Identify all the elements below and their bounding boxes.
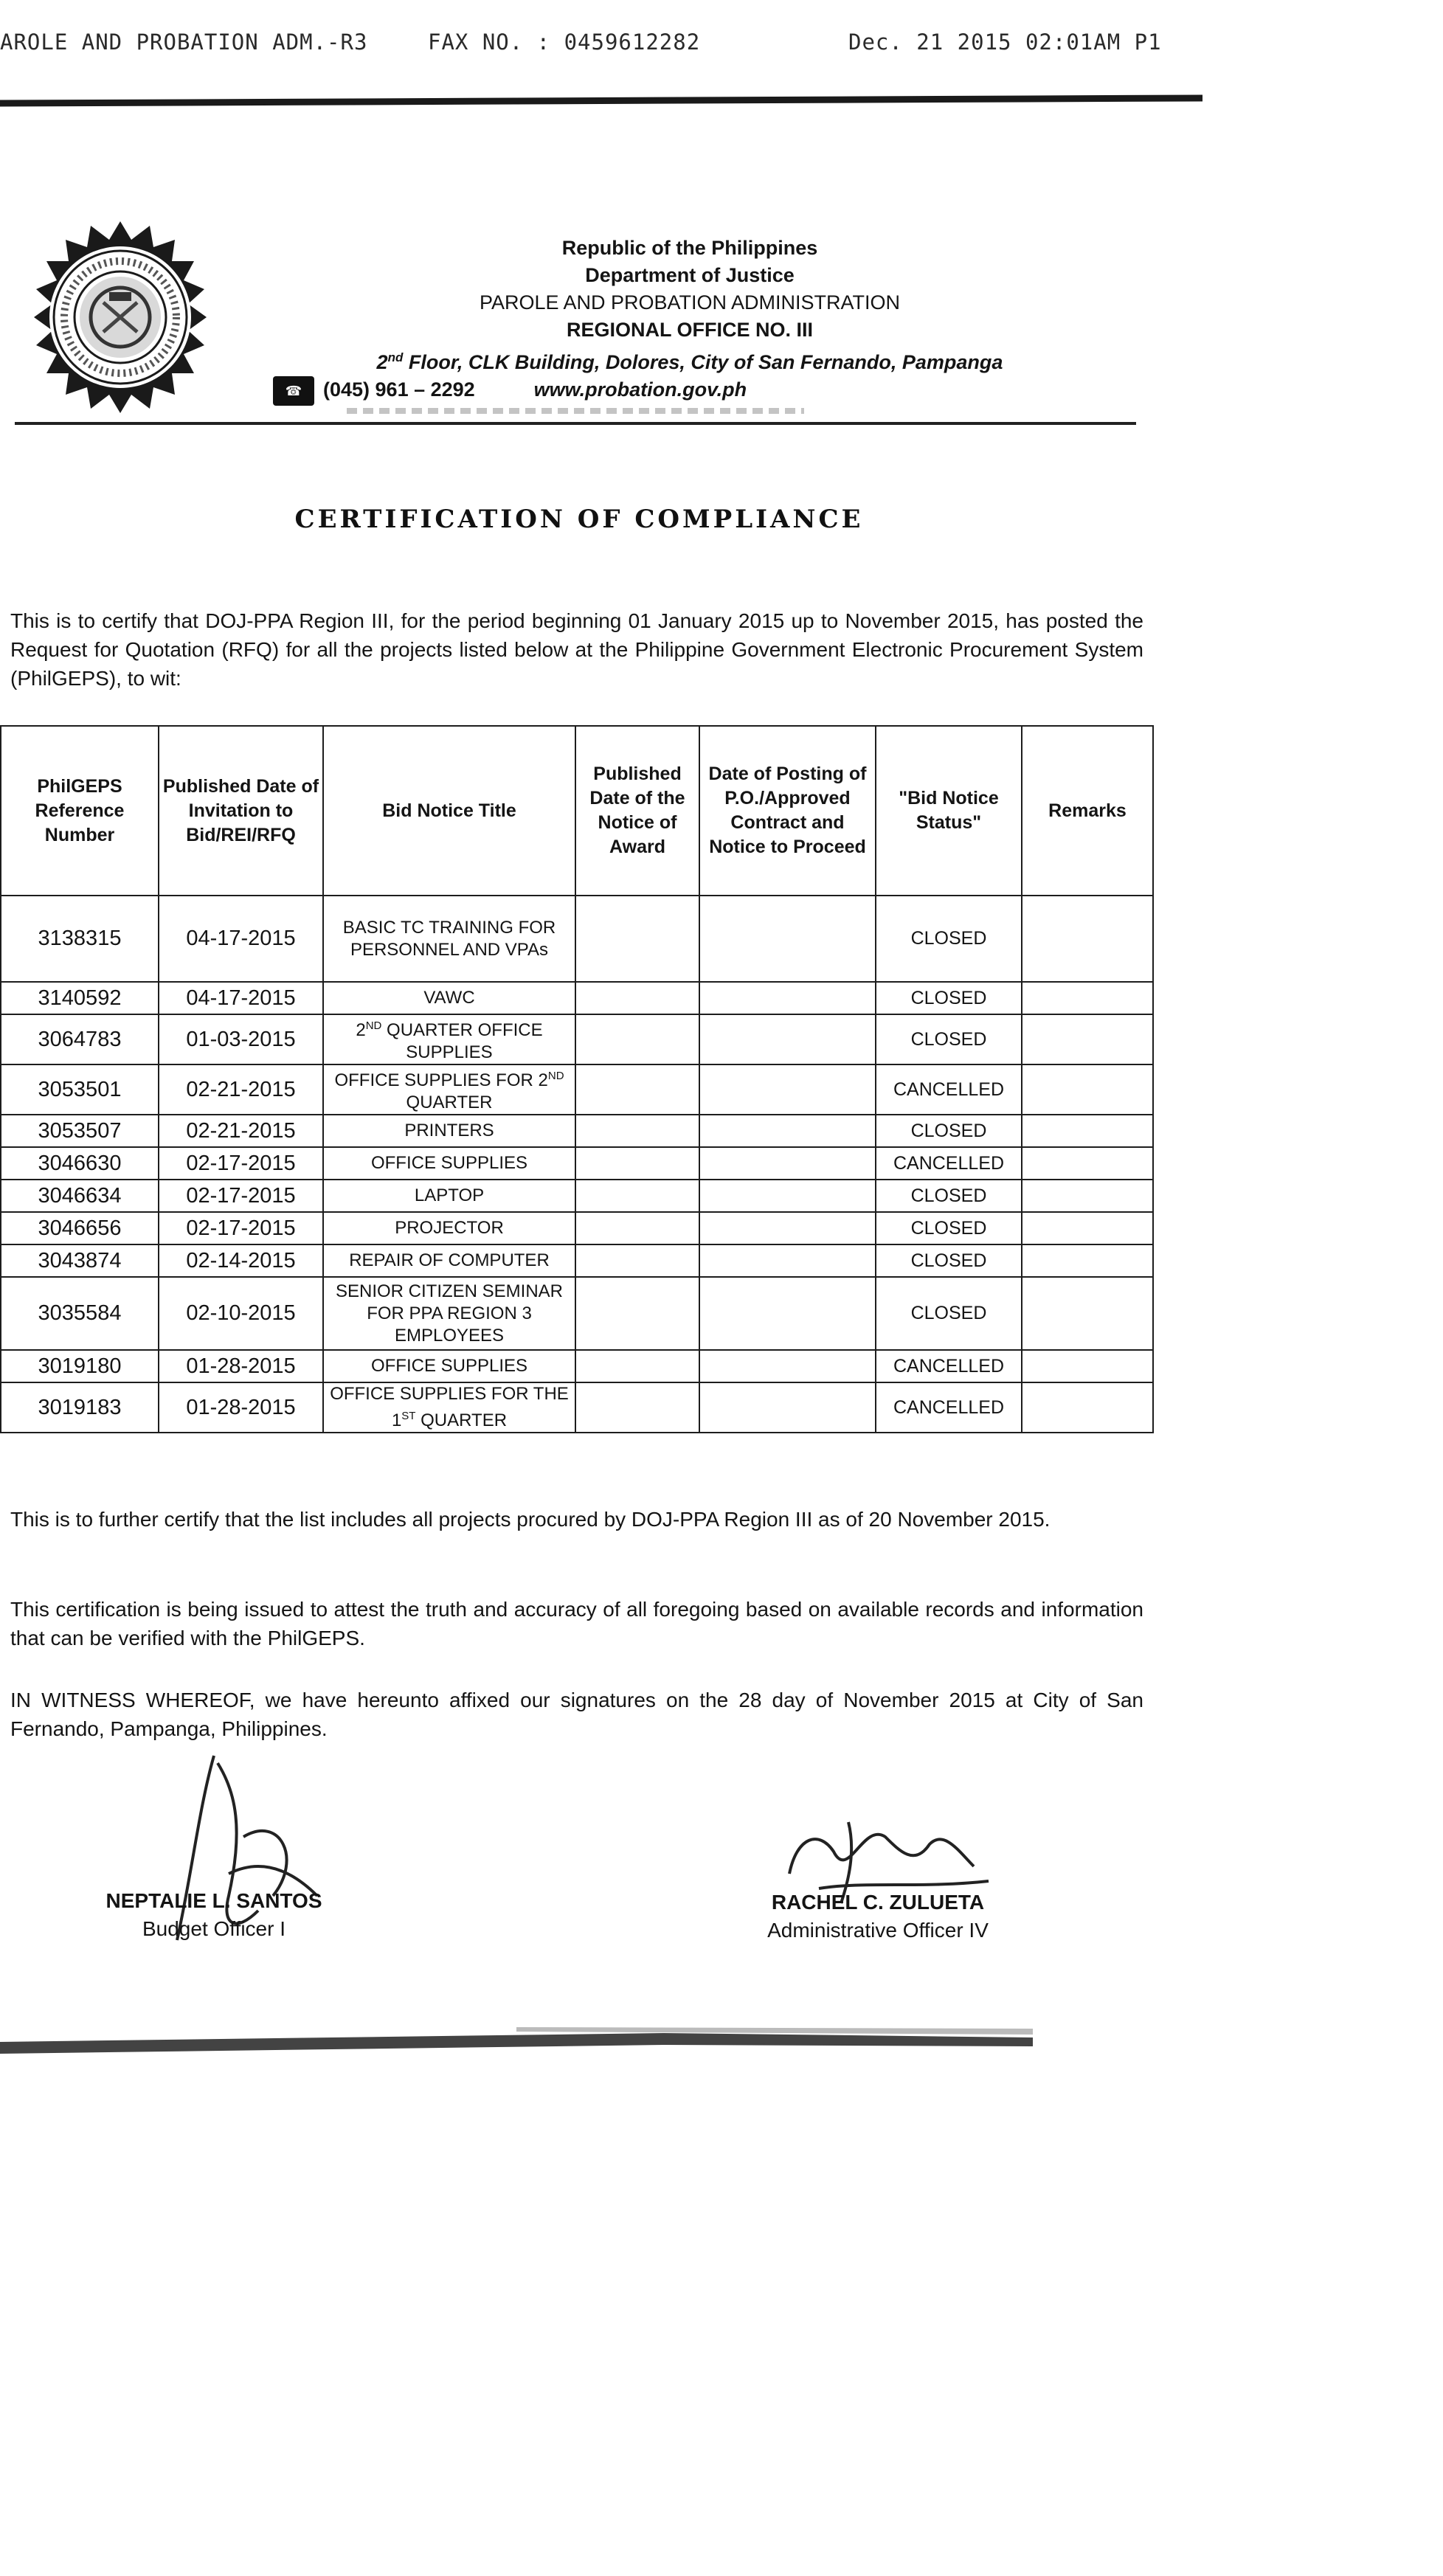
notice-of-award-date-cell <box>575 1277 699 1350</box>
bid-notice-title-cell <box>323 1115 575 1147</box>
signatory-position: Budget Officer I <box>142 1917 286 1940</box>
po-posting-date-cell <box>699 1115 876 1147</box>
bid-notice-title-cell <box>323 1244 575 1277</box>
table-row <box>1 1180 1153 1212</box>
letterhead-email-strip <box>347 408 804 414</box>
remarks-cell <box>1022 896 1153 982</box>
notice-of-award-date-cell <box>575 982 699 1014</box>
bid-status-cell: CANCELLED <box>876 1382 1022 1433</box>
fax-number: FAX NO. : 0459612282 <box>428 30 701 55</box>
reference-number-cell: 3138315 <box>1 896 159 982</box>
table-row <box>1 1350 1153 1382</box>
bid-notice-title-cell <box>323 982 575 1014</box>
letterhead <box>236 235 1143 406</box>
bid-status-cell: CLOSED <box>876 1277 1022 1350</box>
remarks-cell <box>1022 1014 1153 1064</box>
column-header: Published Date of the Notice of Award <box>575 726 699 896</box>
title-text: OFFICE SUPPLIES FOR 2 <box>334 1070 548 1090</box>
invitation-date-cell: 01-28-2015 <box>159 1350 323 1382</box>
bid-status-cell: CLOSED <box>876 1244 1022 1277</box>
floor-ordinal: nd <box>387 350 404 364</box>
column-header: "Bid Notice Status" <box>876 726 1022 896</box>
invitation-date-cell: 02-14-2015 <box>159 1244 323 1277</box>
intro-paragraph: This is to certify that DOJ-PPA Region III, for the period beginning 01 January 2015 up to November 2015, has posted the Request for Quotation (RFQ) for all the projects listed below at the Philippine Government Electronic Procurement System (PhilGEPS), to wit: <box>10 609 1143 690</box>
bid-notice-title-cell <box>323 1382 575 1433</box>
remarks-cell <box>1022 1064 1153 1115</box>
bid-status-cell: CLOSED <box>876 1115 1022 1147</box>
bid-notice-title-cell <box>323 1180 575 1212</box>
fax-transmission-header <box>0 30 1443 59</box>
title-text: SENIOR CITIZEN SEMINAR FOR PPA REGION 3 EMPLOYEES <box>335 1281 564 1346</box>
remarks-cell <box>1022 1277 1153 1350</box>
reference-number-cell: 3019183 <box>1 1382 159 1433</box>
reference-number-cell: 3043874 <box>1 1244 159 1277</box>
notice-of-award-date-cell <box>575 1382 699 1433</box>
agency-seal-logo <box>22 221 218 418</box>
table-row <box>1 982 1153 1014</box>
title-ordinal: ND <box>547 1070 564 1082</box>
issuance-paragraph: This certification is being issued to attest the truth and accuracy of all foregoing based on available records and information that can be verified with the PhilGEPS. <box>10 1598 1143 1649</box>
floor-number: 2 <box>376 351 388 373</box>
title-text: QUARTER OFFICE SUPPLIES <box>381 1020 543 1062</box>
fax-header-rule <box>0 94 1202 106</box>
invitation-date-cell: 02-21-2015 <box>159 1064 323 1115</box>
invitation-date-cell: 04-17-2015 <box>159 896 323 982</box>
title-text: 2 <box>356 1020 366 1040</box>
remarks-cell <box>1022 982 1153 1014</box>
notice-of-award-date-cell <box>575 1244 699 1277</box>
bid-status-cell: CLOSED <box>876 982 1022 1014</box>
column-header: Remarks <box>1022 726 1153 896</box>
phone-number: (045) 961 – 2292 <box>323 378 475 401</box>
title-text: REPAIR OF COMPUTER <box>349 1250 550 1270</box>
reference-number-cell: 3019180 <box>1 1350 159 1382</box>
title-text: QUARTER <box>415 1410 508 1430</box>
further-certify-paragraph: This is to further certify that the list includes all projects procured by DOJ-PPA Region III as of 20 November 2015. <box>10 1508 1051 1531</box>
title-text: OFFICE SUPPLIES <box>370 1153 528 1173</box>
notice-of-award-date-cell <box>575 1064 699 1115</box>
letterhead-regional-office: REGIONAL OFFICE NO. III <box>566 319 814 341</box>
po-posting-date-cell <box>699 1064 876 1115</box>
table-row <box>1 1244 1153 1277</box>
title-text: PROJECTOR <box>395 1218 504 1238</box>
letterhead-republic: Republic of the Philippines <box>561 237 818 259</box>
bid-status-cell: CLOSED <box>876 1212 1022 1244</box>
title-text: PRINTERS <box>404 1121 494 1140</box>
signatory-name: NEPTALIE L. SANTOS <box>105 1889 322 1912</box>
notice-of-award-date-cell <box>575 1014 699 1064</box>
table-row <box>1 1382 1153 1433</box>
notice-of-award-date-cell <box>575 896 699 982</box>
scan-artifact-band <box>0 2012 1033 2057</box>
signatory-zulueta <box>730 1888 1025 1945</box>
po-posting-date-cell <box>699 1350 876 1382</box>
po-posting-date-cell <box>699 982 876 1014</box>
title-text: VAWC <box>423 988 475 1008</box>
telefax-icon: ☎ <box>273 376 314 406</box>
remarks-cell <box>1022 1382 1153 1433</box>
letterhead-department: Department of Justice <box>585 264 795 286</box>
po-posting-date-cell <box>699 1212 876 1244</box>
remarks-cell <box>1022 1350 1153 1382</box>
document-title: CERTIFICATION OF COMPLIANCE <box>294 505 864 534</box>
reference-number-cell: 3140592 <box>1 982 159 1014</box>
reference-number-cell: 3046656 <box>1 1212 159 1244</box>
reference-number-cell: 3046634 <box>1 1180 159 1212</box>
invitation-date-cell: 02-17-2015 <box>159 1180 323 1212</box>
bid-notice-title-cell <box>323 1064 575 1115</box>
invitation-date-cell: 02-17-2015 <box>159 1212 323 1244</box>
po-posting-date-cell <box>699 1147 876 1180</box>
title-text: QUARTER <box>406 1093 493 1112</box>
remarks-cell <box>1022 1180 1153 1212</box>
po-posting-date-cell <box>699 1244 876 1277</box>
po-posting-date-cell <box>699 896 876 982</box>
reference-number-cell: 3046630 <box>1 1147 159 1180</box>
table-row <box>1 1115 1153 1147</box>
title-text: OFFICE SUPPLIES <box>370 1356 528 1376</box>
remarks-cell <box>1022 1212 1153 1244</box>
letterhead-rule <box>15 422 1136 425</box>
bid-status-cell: CANCELLED <box>876 1064 1022 1115</box>
bid-notice-title-cell <box>323 1014 575 1064</box>
bid-status-cell: CANCELLED <box>876 1147 1022 1180</box>
notice-of-award-date-cell <box>575 1147 699 1180</box>
table-row <box>1 1014 1153 1064</box>
title-text: BASIC TC TRAINING FOR PERSONNEL AND VPAs <box>342 917 556 960</box>
remarks-cell <box>1022 1244 1153 1277</box>
remarks-cell <box>1022 1147 1153 1180</box>
letterhead-address <box>236 344 1143 376</box>
invitation-date-cell: 02-21-2015 <box>159 1115 323 1147</box>
title-text: LAPTOP <box>414 1185 485 1205</box>
bid-notice-title-cell <box>323 1212 575 1244</box>
notice-of-award-date-cell <box>575 1115 699 1147</box>
bid-notice-title-cell <box>323 896 575 982</box>
bid-status-cell: CLOSED <box>876 1014 1022 1064</box>
title-ordinal: ND <box>365 1019 382 1032</box>
letterhead-contact <box>236 376 1143 406</box>
table-row <box>1 1277 1153 1350</box>
invitation-date-cell: 01-28-2015 <box>159 1382 323 1433</box>
remarks-cell <box>1022 1115 1153 1147</box>
invitation-date-cell: 02-17-2015 <box>159 1147 323 1180</box>
table-row <box>1 1064 1153 1115</box>
po-posting-date-cell <box>699 1014 876 1064</box>
witness-paragraph: IN WITNESS WHEREOF, we have hereunto affixed our signatures on the 28 day of November 2015 at City of San Fernando, Pampanga, Philippines. <box>10 1689 1143 1740</box>
notice-of-award-date-cell <box>575 1350 699 1382</box>
table-header-row <box>1 726 1153 896</box>
table-row <box>1 896 1153 982</box>
invitation-date-cell: 02-10-2015 <box>159 1277 323 1350</box>
po-posting-date-cell <box>699 1277 876 1350</box>
website-link[interactable]: www.probation.gov.ph <box>533 378 747 401</box>
column-header: PhilGEPS Reference Number <box>1 726 159 896</box>
column-header: Bid Notice Title <box>323 726 575 896</box>
bid-notice-title-cell <box>323 1277 575 1350</box>
invitation-date-cell: 04-17-2015 <box>159 982 323 1014</box>
bid-status-cell: CLOSED <box>876 1180 1022 1212</box>
fax-sender: AROLE AND PROBATION ADM.-R3 <box>0 30 368 55</box>
bid-status-cell: CLOSED <box>876 896 1022 982</box>
reference-number-cell: 3053507 <box>1 1115 159 1147</box>
signatory-santos <box>81 1887 347 1943</box>
projects-table <box>0 725 1154 1433</box>
signatory-name: RACHEL C. ZULUETA <box>771 1891 985 1914</box>
column-header: Date of Posting of P.O./Approved Contract and Notice to Proceed <box>699 726 876 896</box>
column-header: Published Date of Invitation to Bid/REI/RFQ <box>159 726 323 896</box>
invitation-date-cell: 01-03-2015 <box>159 1014 323 1064</box>
bid-notice-title-cell <box>323 1350 575 1382</box>
reference-number-cell: 3035584 <box>1 1277 159 1350</box>
notice-of-award-date-cell <box>575 1180 699 1212</box>
bid-notice-title-cell <box>323 1147 575 1180</box>
reference-number-cell: 3053501 <box>1 1064 159 1115</box>
letterhead-agency: PAROLE AND PROBATION ADMINISTRATION <box>479 291 901 314</box>
signatory-position: Administrative Officer IV <box>767 1919 989 1942</box>
table-row <box>1 1212 1153 1244</box>
po-posting-date-cell <box>699 1180 876 1212</box>
table-row <box>1 1147 1153 1180</box>
fax-datetime: Dec. 21 2015 02:01AM P1 <box>848 30 1162 55</box>
notice-of-award-date-cell <box>575 1212 699 1244</box>
po-posting-date-cell <box>699 1382 876 1433</box>
title-text: OFFICE SUPPLIES FOR THE 1 <box>330 1384 569 1430</box>
address-text: Floor, CLK Building, Dolores, City of San Fernando, Pampanga <box>408 351 1003 373</box>
title-ordinal: ST <box>401 1410 416 1422</box>
bid-status-cell: CANCELLED <box>876 1350 1022 1382</box>
reference-number-cell: 3064783 <box>1 1014 159 1064</box>
